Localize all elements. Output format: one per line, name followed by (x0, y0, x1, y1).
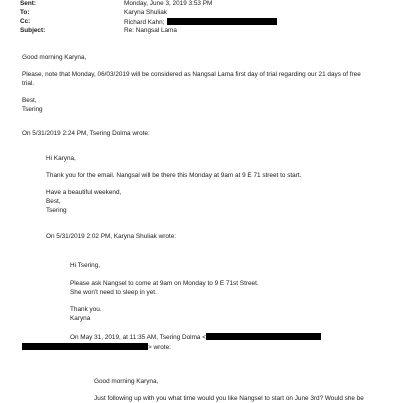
quote1-greeting: Hi Karyna, (46, 155, 76, 162)
message-signature: Tsering (22, 106, 43, 113)
to-label: To: (20, 9, 30, 16)
quote2-greeting: Hi Tsering, (70, 262, 101, 269)
quote1-attribution: On 5/31/2019 2:24 PM, Tsering Dolma wrote: (22, 130, 150, 137)
message-greeting: Good morning Karyna, (22, 54, 87, 61)
quote2-body-line1: Please ask Nangsel to come at 9am on Monday to 9 E 71st Street. (70, 280, 259, 287)
subject-label: Subject: (20, 27, 46, 34)
quote1-closing-line3: Tsering (46, 207, 67, 214)
quote2-attribution: On 5/31/2019 2:02 PM, Karyna Shuliak wrote: (46, 233, 177, 240)
message-signoff: Best, (22, 97, 37, 104)
quote3-attribution (70, 333, 321, 342)
sent-value: Monday, June 3, 2019 3:53 PM (124, 0, 213, 7)
message-body-line2: trial. (22, 80, 35, 87)
message-body-line1: Please, note that Monday, 06/03/2019 will be considered as Nangsal Lama first day of trial regarding our 21 days of free (22, 71, 361, 78)
quote3-attribution-start: On May 31, 2019, at 11:35 AM, Tsering Dolma < (70, 334, 206, 341)
quote1-closing-line2: Best, (46, 198, 61, 205)
subject-value: Re: Nangsal Lama (124, 27, 177, 34)
redaction-box (22, 343, 148, 350)
sent-label: Sent: (20, 0, 36, 7)
quote1-closing-line1: Have a beautiful weekend, (46, 189, 122, 196)
redaction-box (206, 333, 321, 340)
quote1-body: Thank you for the email. Nangsal will be there this Monday at 9am at 9 E 71 street to start. (46, 172, 302, 179)
cc-value: Richard Kahn; (124, 19, 165, 26)
quote3-body: Just following up with you what time would you like Nangsel to start on June 3rd? Would she be (94, 395, 364, 402)
redaction-box (167, 18, 277, 25)
quote3-greeting: Good morning Karyna, (94, 378, 159, 385)
cc-value-wrap (124, 18, 277, 27)
quote3-attribution-cont (22, 343, 171, 352)
quote3-attribution-end: > wrote: (148, 344, 171, 351)
cc-label: Cc: (20, 18, 31, 25)
quote2-signature: Karyna (70, 315, 91, 322)
quote2-thanks: Thank you. (70, 306, 102, 313)
to-value: Karyna Shuliak (124, 9, 167, 16)
quote2-body-line2: She won't need to sleep in yet. (70, 289, 157, 296)
